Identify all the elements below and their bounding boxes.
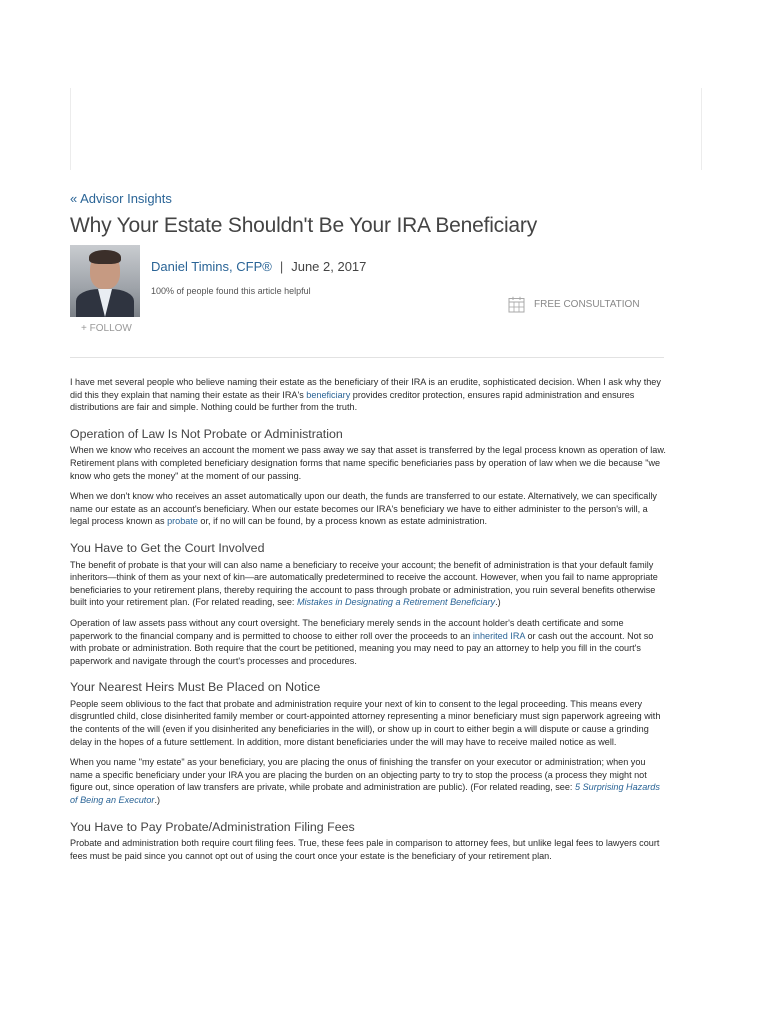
section-heading: You Have to Pay Probate/Administration Filing Fees	[70, 819, 355, 834]
paragraph: The benefit of probate is that your will can also name a beneficiary to receive your account; the benefit of administration is that your default family inheritors—think of them as your next of kin—are automatically predetermined to receive the account. However, when you fail to name appropriate beneficiaries to your retirement plans, thereby requiring the account to pass through probate or administration, you ruin several benefits otherwise built into your retirement plan. (For related reading, see: Mistakes in Designating a Retirement Beneficiary.)	[70, 559, 658, 608]
article-body	[70, 376, 666, 870]
paragraph: When you name "my estate" as your beneficiary, you are placing the onus of finishing the transfer on your executor or administration; when you name a specific beneficiary under your IRA you are placing the burden on an objecting party to try to stop the process (a process they might not figure out, since operation of law transfers are private, while probate and administration are public). (For related reading, see: 5 Surprising Hazards of Being an Executor.)	[70, 757, 660, 806]
follow-button[interactable]: + FOLLOW	[81, 323, 132, 334]
related-reading-link[interactable]: 5 Surprising Hazards of Being an Executor	[70, 782, 660, 806]
author-photo[interactable]	[70, 245, 140, 317]
free-consultation-label: FREE CONSULTATION	[534, 299, 640, 310]
article-title: Why Your Estate Shouldn't Be Your IRA Beneficiary	[70, 214, 538, 237]
paragraph: Probate and administration both require court filing fees. True, these fees pale in comparison to attorney fees, but unlike legal fees to lawyers court fees must be paid since you cannot opt out of using the court once your estate is the beneficiary of your retirement plan.	[70, 838, 660, 861]
probate-link[interactable]: probate	[167, 516, 198, 527]
author-name-link[interactable]: Daniel Timins, CFP®	[151, 259, 272, 274]
section-heading: Operation of Law Is Not Probate or Administration	[70, 426, 343, 441]
publish-date: June 2, 2017	[291, 259, 367, 274]
inherited-ira-link[interactable]: inherited IRA	[472, 630, 525, 641]
section-heading: Your Nearest Heirs Must Be Placed on Notice	[70, 680, 321, 695]
calendar-icon	[508, 296, 525, 313]
paragraph: People seem oblivious to the fact that probate and administration require your next of kin to consent to the legal proceeding. This means every disgruntled child, close disinherited family member or court-appointed attorney representing a minor beneficiary must sign paperwork agreeing with the contents of the will (even if you disinherited any beneficiaries in the will), or show up in court to either begin a will dispute or cause a grinding delay in the hopes of a future settlement. In addition, more distant beneficiaries under the will may have to receive mailed notice as well.	[70, 698, 661, 747]
paragraph: When we know who receives an account the moment we pass away we say that asset is transferred by the legal process known as operation of law. Retirement plans with completed beneficiary designation forms that name specific beneficiaries pass by operation of law when we die because "we know who gets the money" at the moment of our passing.	[70, 445, 666, 481]
advisor-insights-link[interactable]: « Advisor Insights	[70, 191, 172, 206]
paragraph: When we don't know who receives an asset automatically upon our death, the funds are transferred to our estate. Alternatively, we can specifically name our estate as an account's beneficiary. When our estate becomes our IRA's beneficiary we have to either administer to the person's will, a legal process known as probate or, if no will can be found, by a process known as estate administration.	[70, 491, 657, 527]
related-reading-link[interactable]: Mistakes in Designating a Retirement Beneficiary	[296, 597, 496, 608]
free-consultation-button[interactable]	[508, 296, 640, 313]
paragraph: Operation of law assets pass without any court oversight. The beneficiary merely sends in the account holder's death certificate and some paperwork to the financial company and is permitted to choose to either roll over the proceeds to an inherited IRA or cash out the account. Not so with probate or administration. Both require that the court be petitioned, meaning you may need to pay an attorney to help you fill in the court's paperwork and navigate through the court's processes and procedures.	[70, 617, 654, 666]
beneficiary-link[interactable]: beneficiary	[306, 389, 351, 400]
byline	[151, 259, 366, 274]
byline-separator: |	[279, 259, 284, 274]
helpful-rating: 100% of people found this article helpful	[151, 286, 311, 296]
divider	[70, 357, 664, 358]
intro-paragraph: I have met several people who believe naming their estate as the beneficiary of their IRA is an erudite, sophisticated decision. When I ask why they did this they explain that naming their estate as their IRA's beneficiary provides creditor protection, ensures rapid administration and ensures distributions are fair and simple. Nothing could be further from the truth.	[70, 377, 661, 413]
ad-placeholder	[70, 88, 702, 170]
section-heading: You Have to Get the Court Involved	[70, 540, 265, 555]
